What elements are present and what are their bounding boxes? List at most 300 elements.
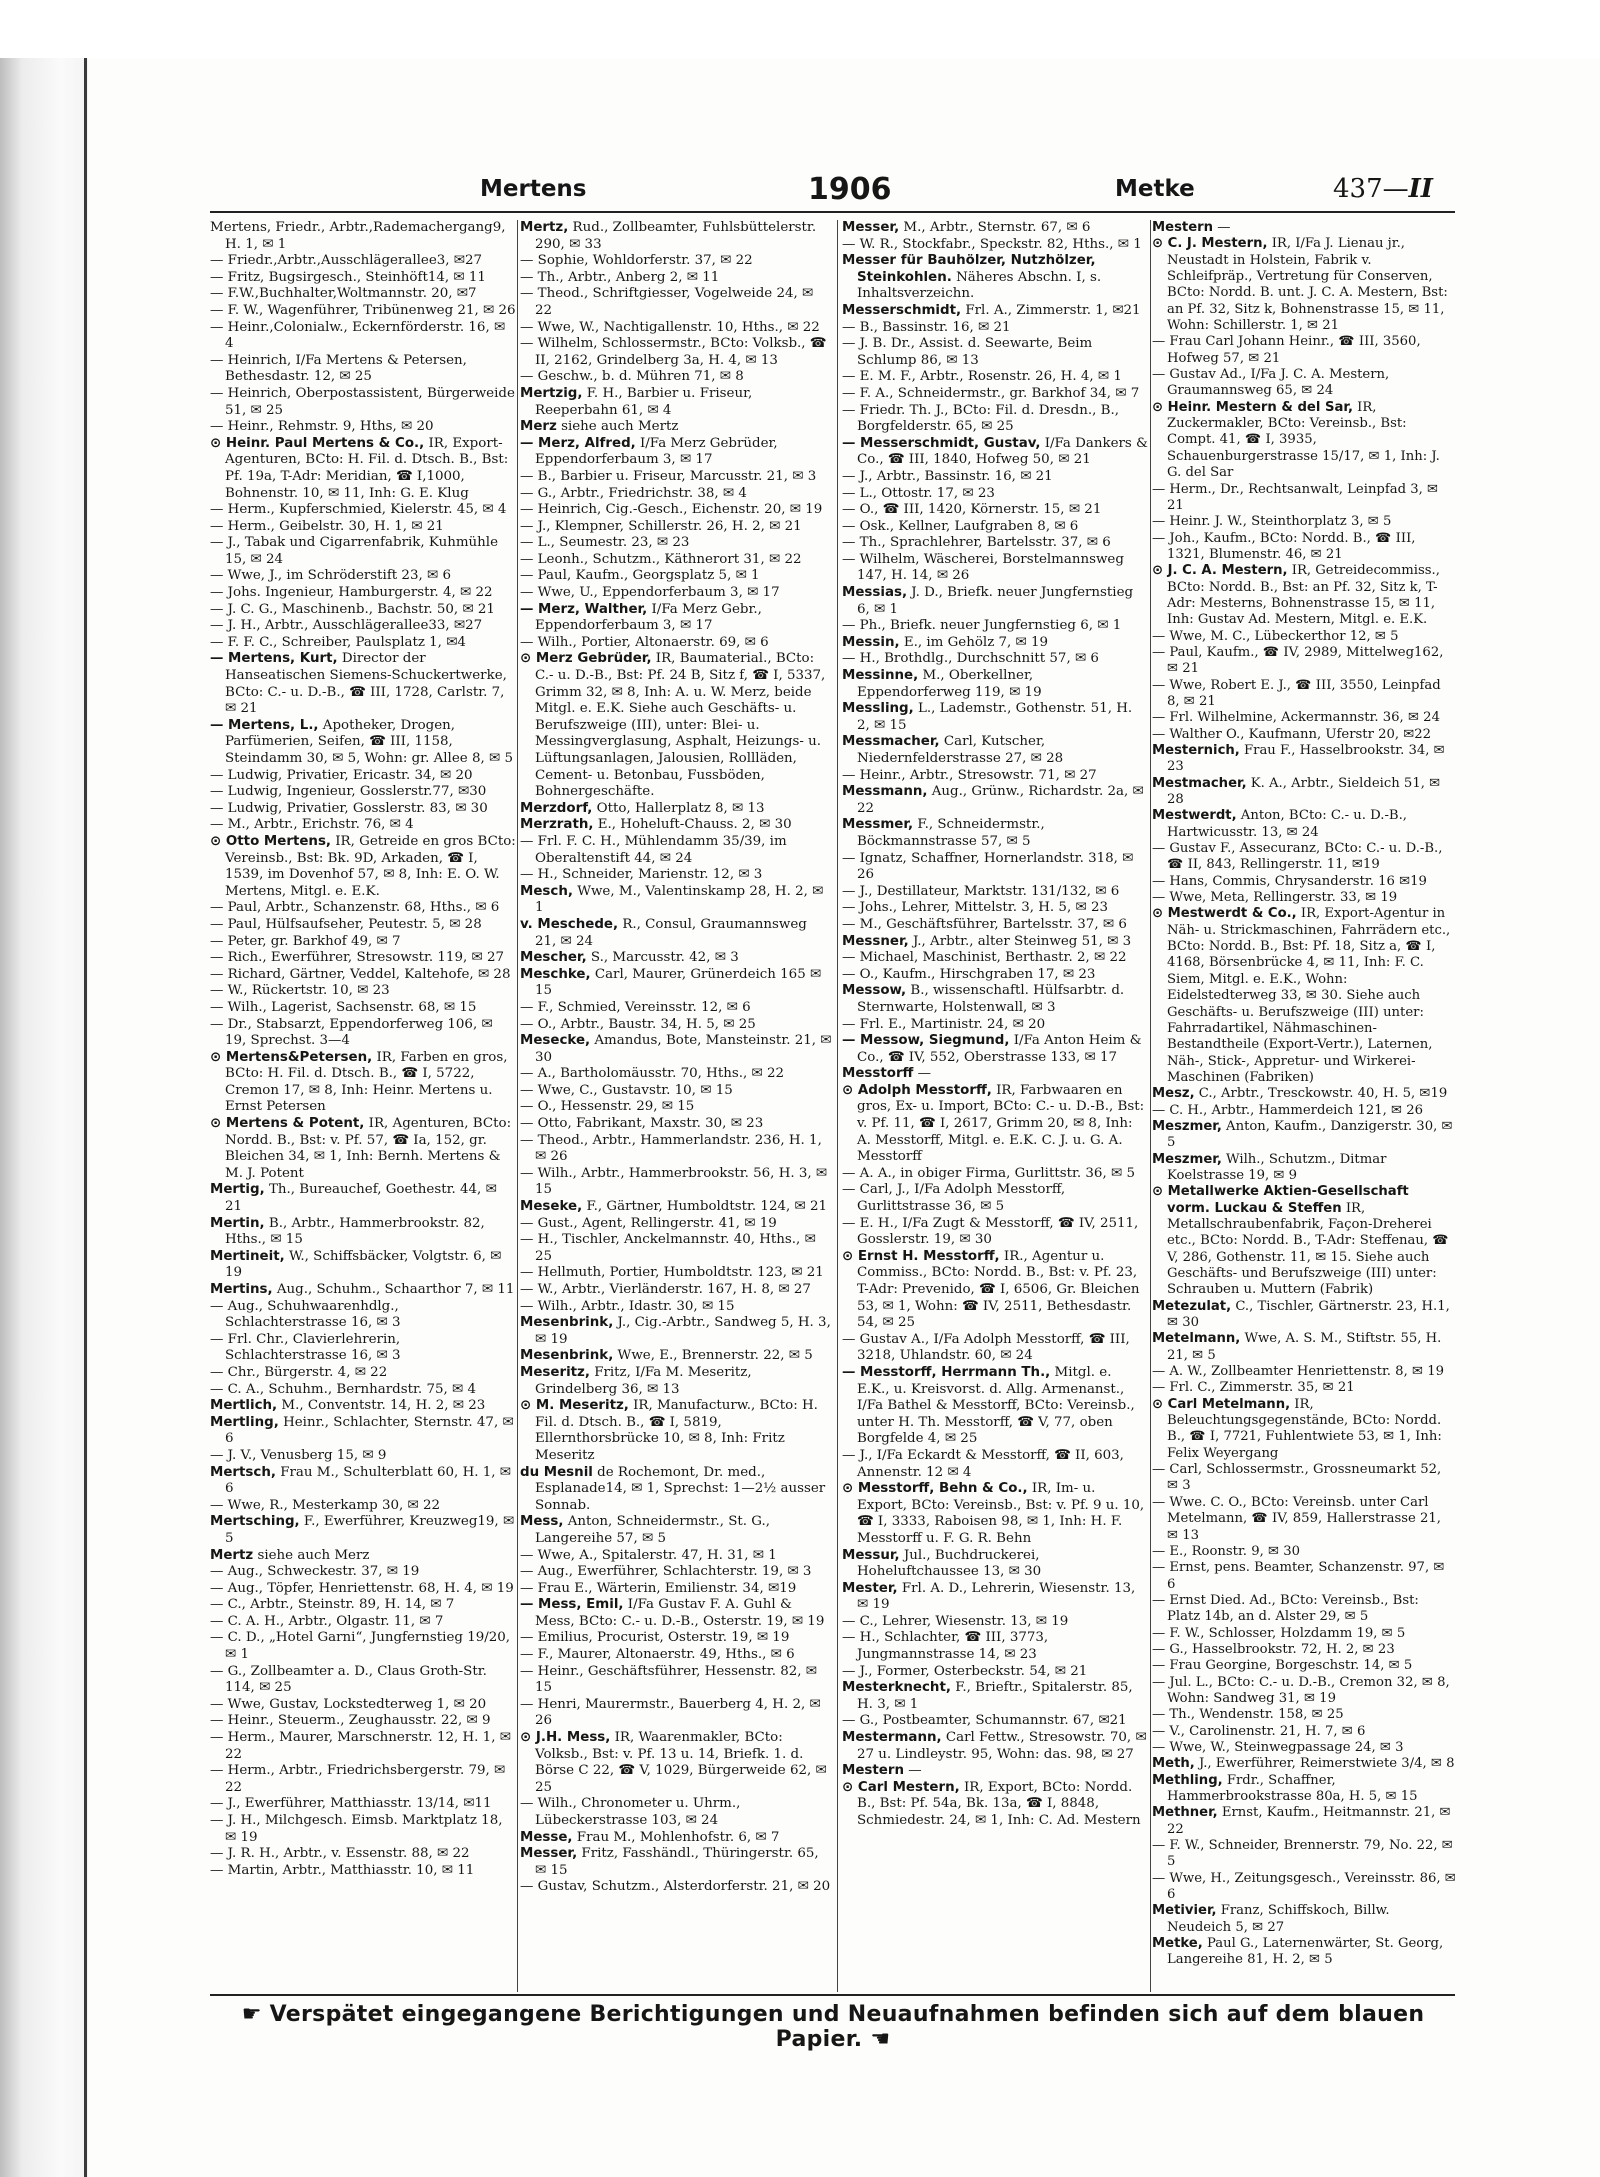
directory-entry xyxy=(842,386,1148,403)
directory-entry xyxy=(210,635,516,652)
entry-details: — Wwe, U., Eppendorferbaum 3, ✉ 17 xyxy=(520,585,780,601)
entry-details: Anton, Schneidermstr., St. G., Langereihe 57, ✉ 5 xyxy=(535,1514,771,1546)
entry-name: — Messerschmidt, Gustav, xyxy=(842,435,1041,451)
entry-name: Mestwerdt, xyxy=(1152,808,1237,824)
entry-details: J., Ewerführer, Reimerstwiete 3/4, ✉ 8 xyxy=(1194,1756,1455,1772)
directory-entry xyxy=(842,486,1148,503)
entry-details: — Herm., Geibelstr. 30, H. 1, ✉ 21 xyxy=(210,518,444,534)
entry-details: IR., Agentur u. Commiss., BCto: Nordd. B., Bst: v. Pf. 23, T-Adr: Prevenido, ☎ I, 6506, Gr. Bleichen 53, ✉ 1, Wohn: ☎ IV, 2511, Bethesdastr. 54, ✉ 25 xyxy=(857,1248,1140,1331)
directory-entry xyxy=(1152,906,1456,1086)
directory-entry xyxy=(1152,1495,1456,1544)
directory-entry xyxy=(842,635,1148,652)
directory-entry xyxy=(1152,1805,1456,1838)
entry-details: IR, Farben en gros, BCto: H. Fil. d. Dtsch. B., ☎ I, 5722, Cremon 17, ✉ 8, Inh: Heinr. Mertens u. Ernst Petersen xyxy=(225,1049,508,1115)
directory-entry xyxy=(520,1232,832,1265)
directory-entry xyxy=(842,1033,1148,1066)
entry-name: Mester, xyxy=(842,1580,898,1596)
entry-details: — Ludwig, Ingenieur, Gosslerstr.77, ✉30 xyxy=(210,784,487,800)
entry-name: Metivier, xyxy=(1152,1903,1217,1919)
directory-entry xyxy=(1152,776,1456,809)
entry-name: Mertlich, xyxy=(210,1398,278,1414)
entry-details: — J. C. G., Maschinenb., Bachstr. 50, ✉ 21 xyxy=(210,601,495,617)
entry-name: Messerschmidt, xyxy=(842,302,962,318)
entry-details: — E. M. F., Arbtr., Rosenstr. 26, H. 4, ✉ 1 xyxy=(842,369,1122,385)
directory-entry xyxy=(520,1548,832,1565)
entry-details: — Friedr.,Arbtr.,Ausschlägerallee3, ✉27 xyxy=(210,253,483,269)
entry-name: Meschke, xyxy=(520,966,591,982)
entry-name: Messner, xyxy=(842,933,909,949)
directory-entry xyxy=(1152,1184,1456,1298)
entry-name: Meseke, xyxy=(520,1199,583,1215)
directory-entry xyxy=(842,1332,1148,1365)
entry-details: — M., Geschäftsführer, Bartelsstr. 37, ✉ 6 xyxy=(842,916,1127,932)
directory-entry xyxy=(842,934,1148,951)
entry-details: — J., Former, Osterbeckstr. 54, ✉ 21 xyxy=(842,1663,1088,1679)
entry-details: — Frau E., Wärterin, Emilienstr. 34, ✉19 xyxy=(520,1580,797,1596)
directory-entry xyxy=(520,469,832,486)
directory-entry xyxy=(520,1846,832,1879)
directory-entry xyxy=(1152,1626,1456,1642)
entry-details: — C., Lehrer, Wiesenstr. 13, ✉ 19 xyxy=(842,1613,1069,1629)
entry-details: — Wilh., Portier, Altonaerstr. 69, ✉ 6 xyxy=(520,634,769,650)
directory-entry xyxy=(210,1299,516,1332)
entry-details: — Th., Arbtr., Anberg 2, ✉ 11 xyxy=(520,269,720,285)
directory-entry xyxy=(520,1216,832,1233)
page-header xyxy=(0,172,1600,212)
entry-details: — G., Postbeamter, Schumannstr. 67, ✉21 xyxy=(842,1713,1127,1729)
entry-details: — Walther O., Kaufmann, Uferstr 20, ✉22 xyxy=(1152,726,1432,742)
entry-name: Mesternich, xyxy=(1152,743,1240,758)
entry-details: Fritz, I/Fa M. Meseritz, Grindelberg 36, ✉ 13 xyxy=(535,1364,752,1397)
entry-details: — Rich., Ewerführer, Stresowstr. 119, ✉ 27 xyxy=(210,950,504,966)
directory-entry xyxy=(842,768,1148,785)
entry-details: B., Arbtr., Hammerbrookstr. 82, Hths., ✉ 15 xyxy=(225,1215,485,1248)
entry-name: Messer, xyxy=(842,220,900,235)
entry-details: IR, Im- u. Export, BCto: Vereinsb., Bst: v. Pf. 9 u. 10, ☎ I, 3333, Raboisen 98, ✉ 1, Inh: H. F. Messtorff u. F. G. R. Behn xyxy=(857,1481,1145,1546)
entry-details: W., Schiffsbäcker, Volgtstr. 6, ✉ 19 xyxy=(225,1248,502,1281)
directory-entry xyxy=(842,784,1148,817)
entry-details: Frl. A., Zimmerstr. 1, ✉21 xyxy=(961,302,1141,318)
entry-name: Messow, xyxy=(842,983,907,999)
entry-name: ⊙ Carl Mestern, xyxy=(842,1779,960,1795)
directory-entry xyxy=(210,1597,516,1614)
entry-details: — Frl. F. C. H., Mühlendamm 35/39, im Oberaltenstift 44, ✉ 24 xyxy=(520,833,787,866)
directory-entry xyxy=(210,419,516,436)
entry-details: — xyxy=(1213,220,1231,235)
directory-entry xyxy=(842,320,1148,337)
directory-entry xyxy=(520,1083,832,1100)
directory-entry xyxy=(520,801,832,818)
entry-name: Mertz xyxy=(210,1547,254,1563)
entry-details: — Frau Carl Johann Heinr., ☎ III, 3560, Hofweg 57, ✉ 21 xyxy=(1152,334,1421,366)
directory-entry xyxy=(210,817,516,834)
directory-entry xyxy=(1152,1086,1456,1102)
entry-details: Mertens, Friedr., Arbtr.,Rademachergang9, H. 1, ✉ 1 xyxy=(210,220,506,252)
directory-entry xyxy=(210,784,516,801)
entry-details: — Hellmuth, Portier, Humboldtstr. 123, ✉ 21 xyxy=(520,1265,824,1281)
directory-entry xyxy=(210,801,516,818)
directory-entry xyxy=(210,386,516,419)
entry-details: Fritz, Fasshändl., Thüringerstr. 65, ✉ 15 xyxy=(535,1846,819,1878)
entry-details: Jul., Buchdruckerei, Hoheluftchaussee 13, ✉ 30 xyxy=(857,1547,1042,1580)
entry-details: — Aug., Schweckestr. 37, ✉ 19 xyxy=(210,1564,420,1580)
directory-entry xyxy=(520,1282,832,1299)
directory-entry xyxy=(210,1863,516,1880)
directory-entry xyxy=(1152,1560,1456,1593)
directory-entry xyxy=(1152,1936,1456,1969)
directory-entry xyxy=(210,253,516,270)
entry-name: Mertin, xyxy=(210,1215,265,1231)
entry-details: — Wwe, R., Mesterkamp 30, ✉ 22 xyxy=(210,1497,441,1513)
directory-entry xyxy=(210,651,516,717)
entry-name: Mertins, xyxy=(210,1282,273,1297)
entry-details: — Heinr., Steuerm., Zeughausstr. 22, ✉ 9 xyxy=(210,1713,491,1729)
directory-entry xyxy=(520,1664,832,1697)
directory-entry xyxy=(1152,563,1456,628)
entry-details: — J. B. Dr., Assist. d. Seewarte, Beim Schlump 86, ✉ 13 xyxy=(842,336,1093,368)
directory-entry xyxy=(1152,1724,1456,1740)
directory-entry xyxy=(1152,367,1456,400)
directory-entry xyxy=(1152,1103,1456,1119)
entry-name: Meth, xyxy=(1152,1756,1195,1772)
entry-name: Methling, xyxy=(1152,1772,1223,1788)
directory-entry xyxy=(1152,1642,1456,1658)
entry-details: — J., Ewerführer, Matthiasstr. 13/14, ✉11 xyxy=(210,1796,492,1812)
entry-details: — Paul, Kaufm., Georgsplatz 5, ✉ 1 xyxy=(520,568,760,584)
entry-details: — Wilhelm, Wäscherei, Borstelmannsweg 147, H. 14, ✉ 26 xyxy=(842,551,1124,584)
entry-details: — Frl. Chr., Clavierlehrerin, Schlachterstrasse 16, ✉ 3 xyxy=(210,1331,401,1364)
entry-details: Frl. A. D., Lehrerin, Wiesenstr. 13, ✉ 19 xyxy=(857,1580,1136,1613)
directory-entry xyxy=(842,237,1148,254)
directory-entry xyxy=(210,983,516,1000)
entry-details: — Sophie, Wohldorferstr. 37, ✉ 22 xyxy=(520,253,753,269)
entry-name: ⊙ Carl Metelmann, xyxy=(1152,1396,1291,1412)
directory-entry xyxy=(842,1581,1148,1614)
entry-name: ⊙ J. C. A. Mestern, xyxy=(1152,563,1288,579)
directory-entry xyxy=(520,1697,832,1730)
entry-details: — Wilhelm, Schlossermstr., BCto: Volksb., ☎ II, 2162, Grindelberg 3a, H. 4, ✉ 13 xyxy=(520,336,827,368)
directory-entry xyxy=(520,1647,832,1664)
entry-details: I/Fa Dankers & Co., ☎ III, 1840, Hofweg 50, ✉ 21 xyxy=(857,435,1148,468)
entry-details: — E., Roonstr. 9, ✉ 30 xyxy=(1152,1543,1300,1559)
entry-details: — Paul, Hülfsaufseher, Peutestr. 5, ✉ 28 xyxy=(210,916,482,932)
directory-entry xyxy=(210,1614,516,1631)
entry-details: — C., Arbtr., Steinstr. 89, H. 14, ✉ 7 xyxy=(210,1597,455,1613)
directory-entry xyxy=(520,1199,832,1216)
entry-details: — Frl. C., Zimmerstr. 35, ✉ 21 xyxy=(1152,1380,1355,1396)
entry-details: IR, Farbwaaren en gros, Ex- u. Import, BCto: C.- u. D.-B., Bst: v. Pf. 11, ☎ I, 2617, Grimm 20, ✉ 8, Inh: A. Messtorff, Mitgl. e. E.K. C. J. u. G. A. Messtorff xyxy=(857,1082,1145,1165)
entry-details: — O., Arbtr., Baustr. 34, H. 5, ✉ 25 xyxy=(520,1016,756,1032)
header-rule xyxy=(210,211,1455,213)
directory-entry xyxy=(842,303,1148,320)
entry-name: — Merz, Alfred, xyxy=(520,435,636,451)
directory-entry xyxy=(210,1697,516,1714)
entry-details: — Ludwig, Privatier, Ericastr. 34, ✉ 20 xyxy=(210,767,473,783)
entry-details: — F., Maurer, Altonaerstr. 49, Hths., ✉ 6 xyxy=(520,1647,795,1663)
directory-entry xyxy=(210,320,516,353)
entry-details: — Wwe, Meta, Rellingerstr. 33, ✉ 19 xyxy=(1152,890,1398,906)
entry-details: — Gustav F., Assecuranz, BCto: C.- u. D.-B., ☎ II, 843, Rellingerstr. 11, ✉19 xyxy=(1152,841,1443,873)
entry-details: C., Arbtr., Tresckowstr. 40, H. 5, ✉19 xyxy=(1194,1086,1448,1102)
entry-details: — A., Bartholomäusstr. 70, Hths., ✉ 22 xyxy=(520,1066,784,1082)
entry-details: I/Fa Anton Heim & Co., ☎ IV, 552, Oberstrasse 133, ✉ 17 xyxy=(857,1033,1142,1065)
directory-entry xyxy=(842,1365,1148,1448)
directory-column-4 xyxy=(1152,220,1456,1990)
directory-entry xyxy=(520,1730,832,1796)
entry-details: — Joh., Kaufm., BCto: Nordd. B., ☎ III, 1321, Blumenstr. 46, ✉ 21 xyxy=(1152,530,1416,562)
entry-name: ⊙ Otto Mertens, xyxy=(210,833,332,849)
entry-details: E., Hoheluft-Chauss. 2, ✉ 30 xyxy=(593,817,792,833)
entry-name: Mess, xyxy=(520,1514,564,1530)
entry-details: siehe auch Merz xyxy=(253,1547,370,1563)
entry-details: — Otto, Fabrikant, Maxstr. 30, ✉ 23 xyxy=(520,1116,764,1132)
entry-details: IR, Export-Agentur in Näh- u. Strickmaschinen, Fahrrädern etc., BCto: Nordd. B., Bst: Pf. 18, Sitz a, ☎ I, 4168, Börsenbrücke 4, ✉ 11, Inh: F. C. Siem, Mitgl. e. E.K., Wohn: Eidelstedterweg 33, ✉ 30. Siehe auch Geschäfts- u. Berufszweige (III) unter: Fahrradartikel, Nähmaschinen-Bestandtheile (Export-Vertr.), Laternen, Näh-, Stick-, Appretur- und Wirkerei-Maschinen (Fabriken) xyxy=(1167,906,1451,1085)
entry-details: — Frl. E., Martinistr. 24, ✉ 20 xyxy=(842,1016,1046,1032)
footer-rule xyxy=(210,1994,1455,1996)
entry-details: — Carl, J., I/Fa Adolph Messtorff, Gurlittstrasse 36, ✉ 5 xyxy=(842,1182,1066,1215)
header-first-name: Mertens xyxy=(480,176,587,202)
directory-entry xyxy=(520,1066,832,1083)
entry-details: — J., Tabak und Cigarrenfabrik, Kuhmühle 15, ✉ 24 xyxy=(210,535,498,567)
entry-details: — H., Schlachter, ☎ III, 3773, Jungmannstrasse 14, ✉ 23 xyxy=(842,1630,1049,1663)
directory-entry xyxy=(520,1597,832,1630)
directory-entry xyxy=(210,1216,516,1249)
entry-name: Meszmer, xyxy=(1152,1151,1222,1167)
directory-entry xyxy=(210,1415,516,1448)
entry-details: — Ernst Died. Ad., BCto: Vereinsb., Bst: Platz 14b, an d. Alster 29, ✉ 5 xyxy=(1152,1592,1419,1625)
directory-entry xyxy=(520,568,832,585)
entry-details: — Johs. Ingenieur, Hamburgerstr. 4, ✉ 22 xyxy=(210,585,493,601)
directory-column-1 xyxy=(210,220,516,1990)
entry-details: — Gust., Agent, Rellingerstr. 41, ✉ 19 xyxy=(520,1215,777,1231)
directory-entry xyxy=(842,1448,1148,1481)
entry-details: Ernst, Kaufm., Heitmannstr. 21, ✉ 22 xyxy=(1167,1805,1451,1837)
header-last-name: Metke xyxy=(1115,176,1195,202)
entry-name: ⊙ Heinr. Mestern & del Sar, xyxy=(1152,399,1353,415)
entry-details: — Gustav, Schutzm., Alsterdorferstr. 21, ✉ 20 xyxy=(520,1879,831,1895)
entry-details: — G., Arbtr., Friedrichstr. 38, ✉ 4 xyxy=(520,485,747,501)
entry-name: Mertz, xyxy=(520,220,569,235)
entry-name: Messling, xyxy=(842,701,914,717)
entry-details: — C. D., „Hotel Garni“, Jungfernstieg 19/20, ✉ 1 xyxy=(210,1630,511,1663)
directory-entry xyxy=(210,602,516,619)
directory-entry xyxy=(210,1763,516,1796)
entry-details: Franz, Schiffskoch, Billw. Neudeich 5, ✉ 27 xyxy=(1167,1903,1390,1935)
entry-details: IR, Waarenmakler, BCto: Volksb., Bst: v. Pf. 13 u. 14, Briefk. 1. d. Börse C 22, ☎ V, 1029, Bürgerweide 62, ✉ 25 xyxy=(535,1730,827,1795)
entry-details: — W., Arbtr., Vierländerstr. 167, H. 8, ✉ 27 xyxy=(520,1282,811,1297)
entry-name: Merzdorf, xyxy=(520,800,593,816)
entry-details: IR, Export-Agenturen, BCto: H. Fil. d. Dtsch. B., Bst: Pf. 19a, T-Adr: Meridian, ☎ I,1000, Bohnenstr. 10, ✉ 11, Inh: G. E. Klug xyxy=(225,435,509,501)
directory-entry xyxy=(842,535,1148,552)
directory-entry xyxy=(520,1116,832,1133)
entry-name: ⊙ Mertens & Potent, xyxy=(210,1116,365,1132)
page-number xyxy=(1333,174,1433,204)
directory-entry xyxy=(842,552,1148,585)
entry-name: — Mertens, Kurt, xyxy=(210,651,338,667)
directory-entry xyxy=(520,270,832,287)
directory-entry xyxy=(1152,1773,1456,1806)
entry-details: — Wwe, Robert E. J., ☎ III, 3550, Leinpfad 8, ✉ 21 xyxy=(1152,677,1441,709)
directory-entry xyxy=(1152,1838,1456,1871)
entry-details: — Heinr., Arbtr., Stresowstr. 71, ✉ 27 xyxy=(842,767,1097,783)
directory-entry xyxy=(210,1846,516,1863)
directory-entry xyxy=(210,1000,516,1017)
directory-entry xyxy=(520,834,832,867)
directory-entry xyxy=(520,535,832,552)
entry-name: Mesterknecht, xyxy=(842,1680,951,1696)
directory-entry xyxy=(842,900,1148,917)
entry-name: — Mess, Emil, xyxy=(520,1597,624,1613)
entry-details: — Hans, Commis, Chrysanderstr. 16 ✉19 xyxy=(1152,873,1427,889)
entry-details: Wwe, M., Valentinskamp 28, H. 2, ✉ 1 xyxy=(535,883,824,916)
entry-details: — Aug., Töpfer, Henriettenstr. 68, H. 4, ✉ 19 xyxy=(210,1580,514,1596)
entry-name: Messur, xyxy=(842,1547,900,1563)
entry-details: — B., Barbier u. Friseur, Marcusstr. 21, ✉ 3 xyxy=(520,468,817,484)
entry-details: — Jul. L., BCto: C.- u. D.-B., Cremon 32, ✉ 8, Wohn: Sandweg 31, ✉ 19 xyxy=(1152,1674,1450,1706)
entry-details: — xyxy=(913,1066,932,1082)
entry-details: — Leonh., Schutzm., Käthnerort 31, ✉ 22 xyxy=(520,551,802,567)
directory-entry xyxy=(842,519,1148,536)
entry-name: Merzrath, xyxy=(520,817,594,833)
entry-details: L., Lademstr., Gothenstr. 51, H. 2, ✉ 15 xyxy=(857,701,1133,733)
directory-entry xyxy=(842,1730,1148,1763)
entry-details: — V., Carolinenstr. 21, H. 7, ✉ 6 xyxy=(1152,1723,1366,1739)
entry-details: — Johs., Lehrer, Mittelstr. 3, H. 5, ✉ 23 xyxy=(842,900,1108,916)
entry-name: ⊙ Mestwerdt & Co., xyxy=(1152,906,1297,922)
entry-details: Aug., Grünw., Richardstr. 2a, ✉ 22 xyxy=(857,784,1144,816)
entry-details: Mitgl. e. E.K., u. Kreisvorst. d. Allg. Armenanst., I/Fa Bathel & Messtorff, BCto: Vereinsb., unter H. Th. Messtorff, ☎ V, 77, oben Borgfelde 4, ✉ 25 xyxy=(857,1364,1135,1447)
directory-entry xyxy=(210,1664,516,1697)
entry-details: I/Fa Merz Gebr., Eppendorferbaum 3, ✉ 17 xyxy=(535,601,762,634)
entry-details: — Wwe. C. O., BCto: Vereinsb. unter Carl Metelmann, ☎ IV, 859, Hallerstrasse 21, ✉ 13 xyxy=(1152,1494,1441,1543)
directory-entry xyxy=(1152,808,1456,841)
entry-name: Metezulat, xyxy=(1152,1298,1232,1314)
entry-name: — Merz, Walther, xyxy=(520,601,648,617)
entry-details: — C. A., Schuhm., Bernhardstr. 75, ✉ 4 xyxy=(210,1381,476,1397)
entry-name: Meszmer, xyxy=(1152,1118,1222,1134)
entry-details: — Heinrich, Oberpostassistent, Bürgerweide 51, ✉ 25 xyxy=(210,385,515,418)
entry-details: — Wilh., Arbtr., Hammerbrookstr. 56, H. 3, ✉ 15 xyxy=(520,1165,828,1198)
directory-entry xyxy=(520,1465,832,1515)
entry-name: Messinne, xyxy=(842,668,919,684)
entry-details: F., Ewerführer, Kreuzweg19, ✉ 5 xyxy=(225,1514,515,1546)
entry-name: Mesenbrink, xyxy=(520,1348,614,1364)
entry-name: Merz xyxy=(520,419,557,435)
directory-entry xyxy=(210,1514,516,1547)
entry-details: Amandus, Bote, Mansteinstr. 21, ✉ 30 xyxy=(535,1033,832,1065)
entry-details: — Ernst, pens. Beamter, Schanzenstr. 97, ✉ 6 xyxy=(1152,1560,1445,1592)
directory-entry xyxy=(210,917,516,934)
entry-details: — Theod., Arbtr., Hammerlandstr. 236, H. 1, ✉ 26 xyxy=(520,1132,822,1165)
directory-entry xyxy=(520,1879,832,1896)
directory-entry xyxy=(520,585,832,602)
entry-details: Anton, BCto: C.- u. D.-B., Hartwicusstr. 13, ✉ 24 xyxy=(1167,808,1407,840)
entry-name: ⊙ Messtorff, Behn & Co., xyxy=(842,1481,1028,1497)
directory-entry xyxy=(842,403,1148,436)
entry-details: — A. A., in obiger Firma, Gurlittstr. 36, ✉ 5 xyxy=(842,1165,1135,1181)
entry-details: — Wilh., Arbtr., Idastr. 30, ✉ 15 xyxy=(520,1298,735,1314)
entry-name: Metke, xyxy=(1152,1936,1203,1952)
entry-details: — Heinrich, Cig.-Gesch., Eichenstr. 20, ✉ 19 xyxy=(520,502,823,518)
directory-entry xyxy=(842,1166,1148,1183)
column-divider xyxy=(1150,220,1151,1992)
entry-details: — C. H., Arbtr., Hammerdeich 121, ✉ 26 xyxy=(1152,1102,1424,1118)
directory-entry xyxy=(842,1713,1148,1730)
entry-details: F., Schneidermstr., Böckmannstrasse 57, ✉ 5 xyxy=(857,817,1045,849)
directory-entry xyxy=(1152,743,1456,776)
directory-entry xyxy=(520,950,832,967)
entry-name: Messer, xyxy=(520,1846,578,1862)
entry-name: Messmann, xyxy=(842,784,928,800)
entry-details: — B., Bassinstr. 16, ✉ 21 xyxy=(842,319,1011,335)
entry-details: — Richard, Gärtner, Veddel, Kaltehofe, ✉ 28 xyxy=(210,966,511,982)
entry-details: — Wwe, Gustav, Lockstedterweg 1, ✉ 20 xyxy=(210,1696,487,1712)
entry-details: Näheres Abschn. I, s. Inhaltsverzeichn. xyxy=(857,269,1102,302)
directory-entry xyxy=(520,1133,832,1166)
entry-name: ⊙ M. Meseritz, xyxy=(520,1398,629,1414)
entry-details: — Friedr. Th. J., BCto: Fil. d. Dresdn., B., Borgfelderstr. 65, ✉ 25 xyxy=(842,402,1119,435)
directory-entry xyxy=(520,1365,832,1398)
entry-details: — H., Brothdlg., Durchschnitt 57, ✉ 6 xyxy=(842,651,1099,667)
entry-details: IR, Getreidecommiss., BCto: Nordd. B., Bst: an Pf. 32, Sitz k, T-Adr: Mesterns, Bohnenstrasse 15, ✉ 11, Inh: Gustav Ad. Mestern, Mitgl. e. E.K. xyxy=(1167,563,1440,628)
entry-details: — Heinr., Geschäftsführer, Hessenstr. 82, ✉ 15 xyxy=(520,1663,817,1696)
entry-details: Th., Bureauchef, Goethestr. 44, ✉ 21 xyxy=(225,1182,497,1215)
entry-details: S., Marcusstr. 42, ✉ 3 xyxy=(586,950,739,966)
directory-entry xyxy=(1152,400,1456,482)
entry-name: Mescher, xyxy=(520,950,587,966)
entry-details: — Carl, Schlossermstr., Grossneumarkt 52, ✉ 3 xyxy=(1152,1462,1442,1494)
entry-name: — Messtorff, Herrmann Th., xyxy=(842,1364,1051,1380)
entry-details: — F. A., Schneidermstr., gr. Barkhof 34, ✉ 7 xyxy=(842,385,1140,401)
directory-entry xyxy=(210,1630,516,1663)
directory-entry xyxy=(210,950,516,967)
entry-details: IR, Manufacturw., BCto: H. Fil. d. Dtsch. B., ☎ I, 5819, Ellernthorsbrücke 10, ✉ 8, Inh: Fritz Meseritz xyxy=(535,1398,818,1463)
directory-entry xyxy=(520,386,832,419)
directory-entry xyxy=(520,967,832,1000)
entry-details: de Rochemont, Dr. med., Esplanade14, ✉ 1, Sprechst: 1—2½ ausser Sonnab. xyxy=(535,1464,826,1513)
directory-entry xyxy=(1152,482,1456,515)
entry-details: — xyxy=(904,1763,922,1779)
entry-details: F., Brieftr., Spitalerstr. 85, H. 3, ✉ 1 xyxy=(857,1680,1133,1712)
directory-entry xyxy=(520,1099,832,1116)
entry-details: — A. W., Zollbeamter Henriettenstr. 8, ✉ 19 xyxy=(1152,1364,1444,1380)
directory-entry xyxy=(210,220,516,253)
directory-entry xyxy=(842,1216,1148,1249)
entry-details: — Wwe, J., im Schröderstift 23, ✉ 6 xyxy=(210,568,451,584)
entry-details: Aug., Schuhm., Schaarthor 7, ✉ 11 xyxy=(272,1282,515,1297)
directory-entry xyxy=(842,618,1148,635)
entry-name: ⊙ C. J. Mestern, xyxy=(1152,236,1268,252)
directory-entry xyxy=(520,817,832,834)
directory-entry xyxy=(1152,1119,1456,1152)
entry-name: Mertig, xyxy=(210,1182,265,1198)
entry-name: Messe, xyxy=(520,1829,573,1845)
directory-entry xyxy=(1152,1593,1456,1626)
entry-name: — Messow, Siegmund, xyxy=(842,1033,1010,1049)
directory-entry xyxy=(520,651,832,800)
directory-entry xyxy=(520,253,832,270)
directory-entry xyxy=(210,768,516,785)
entry-details: — Wwe, W., Nachtigallenstr. 10, Hths., ✉ 22 xyxy=(520,319,820,335)
directory-entry xyxy=(1152,727,1456,743)
entry-details: — O., ☎ III, 1420, Körnerstr. 15, ✉ 21 xyxy=(842,502,1102,518)
entry-name: Mertling, xyxy=(210,1414,279,1430)
directory-entry xyxy=(210,502,516,519)
entry-details: Paul G., Laternenwärter, St. Georg, Langereihe 81, H. 2, ✉ 5 xyxy=(1167,1936,1444,1968)
entry-name: du Mesnil xyxy=(520,1464,593,1480)
entry-details: IR, Export, BCto: Nordd. B., Bst: Pf. 54a, Bk. 13a, ☎ I, 8848, Schmiedestr. 24, ✉ 1, Inh: C. Ad. Mestern xyxy=(857,1779,1141,1828)
entry-details: — Heinr.,Colonialw., Eckernförderstr. 16, ✉ 4 xyxy=(210,319,506,352)
